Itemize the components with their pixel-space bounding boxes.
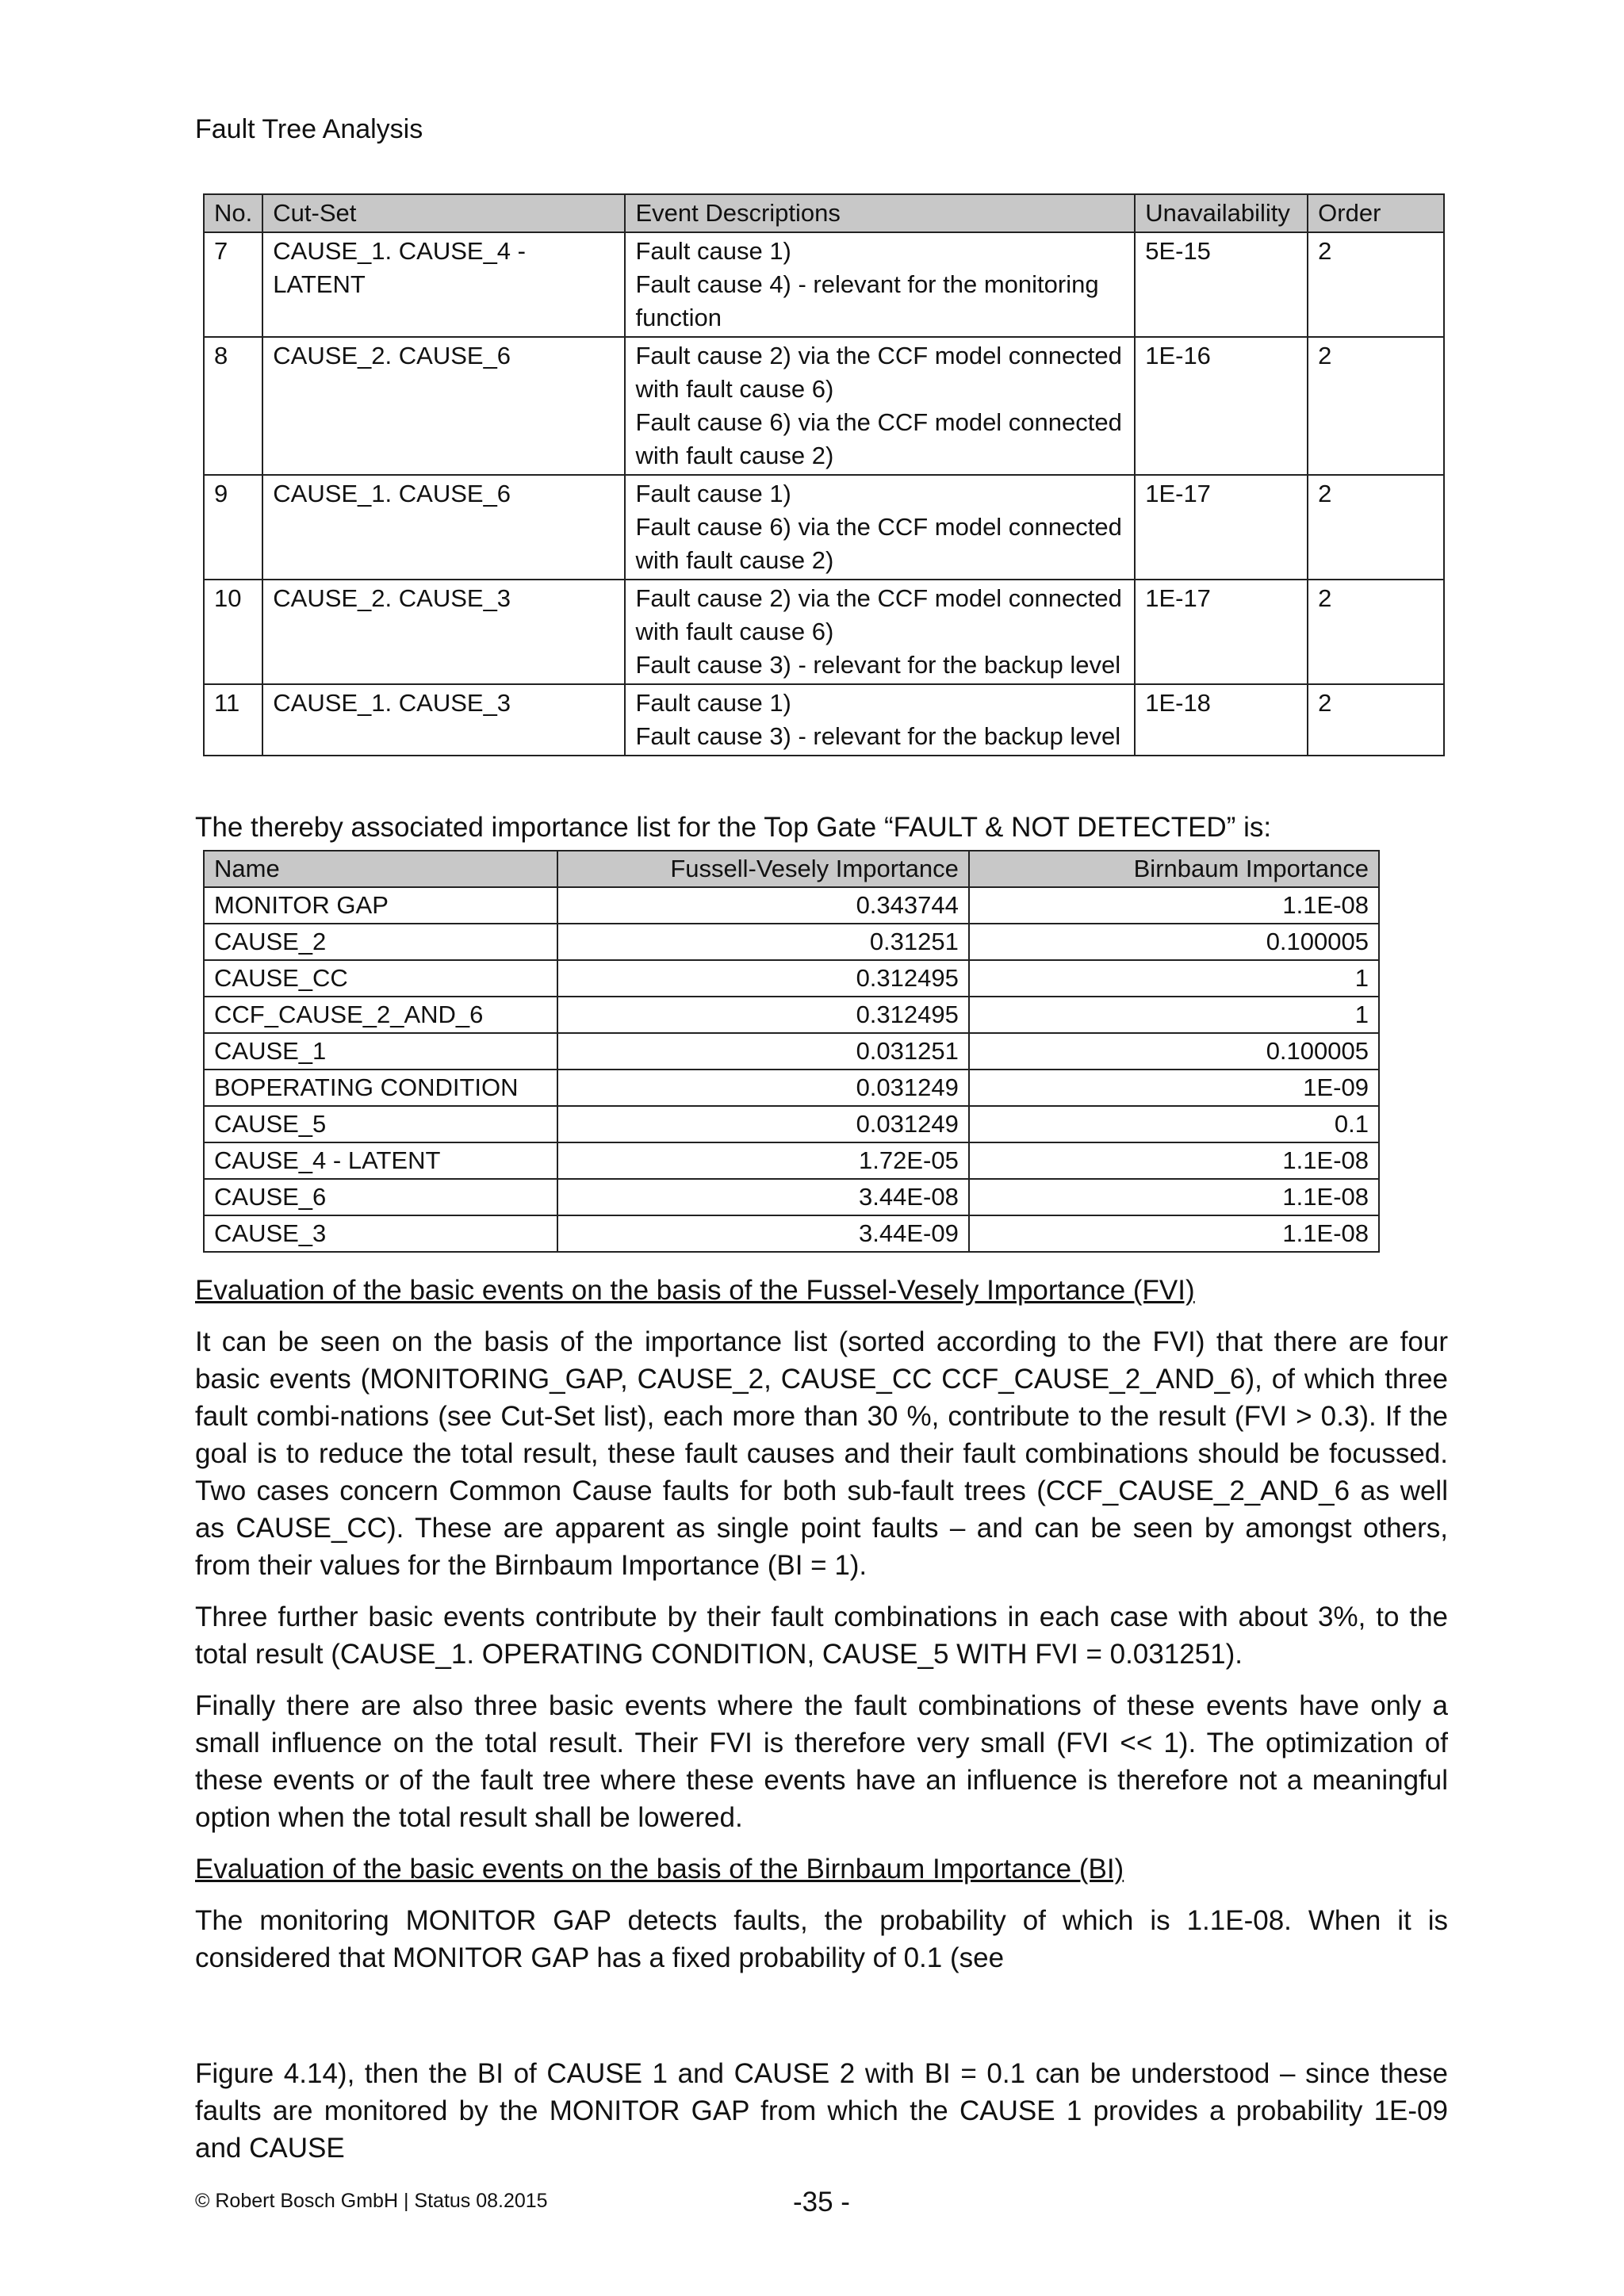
importance-row — [204, 887, 1379, 924]
importance-row — [204, 1070, 1379, 1106]
importance-fvi: 3.44E-09 — [557, 1215, 969, 1252]
col-header-event-descriptions: Event Descriptions — [625, 194, 1135, 232]
cutset-table — [203, 193, 1445, 756]
cutset-unavailability: 1E-17 — [1135, 475, 1308, 580]
importance-fvi: 0.343744 — [557, 887, 969, 924]
importance-row — [204, 1179, 1379, 1215]
importance-name: BOPERATING CONDITION — [204, 1070, 557, 1106]
importance-row — [204, 1033, 1379, 1070]
importance-name: CAUSE_4 - LATENT — [204, 1142, 557, 1179]
cutset-row — [204, 684, 1444, 756]
description-line: Fault cause 3) - relevant for the backup level — [635, 651, 1121, 679]
importance-name: CAUSE_3 — [204, 1215, 557, 1252]
page-number: -35 - — [793, 2187, 850, 2218]
continuation-section — [195, 2055, 1448, 2181]
importance-bi: 1.1E-08 — [969, 1215, 1379, 1252]
cutset-events: CAUSE_2. CAUSE_6 — [262, 337, 625, 475]
cutset-row — [204, 232, 1444, 337]
cutset-events: CAUSE_1. CAUSE_6 — [262, 475, 625, 580]
paragraph-bi-2: Figure 4.14), then the BI of CAUSE 1 and CAUSE 2 with BI = 0.1 can be understood – since these faults are monitored by the MONITOR GAP from which the CAUSE 1 provides a probability 1E-09 and CAUSE — [195, 2058, 1448, 2164]
importance-fvi: 0.312495 — [557, 997, 969, 1033]
importance-row — [204, 1106, 1379, 1142]
col-header-unavailability: Unavailability — [1135, 194, 1308, 232]
description-line: with fault cause 2) — [635, 442, 834, 469]
cutset-row — [204, 580, 1444, 684]
importance-fvi: 3.44E-08 — [557, 1179, 969, 1215]
description-line: with fault cause 2) — [635, 546, 834, 574]
description-line: Fault cause 6) via the CCF model connected — [635, 408, 1122, 436]
cutset-events: CAUSE_1. CAUSE_4 - LATENT — [262, 232, 625, 337]
cutset-order: 2 — [1308, 475, 1444, 580]
description-line: Fault cause 6) via the CCF model connected — [635, 513, 1122, 541]
description-line: Fault cause 1) — [635, 689, 791, 717]
importance-fvi: 0.031251 — [557, 1033, 969, 1070]
cutset-no: 7 — [204, 232, 262, 337]
cutset-unavailability: 1E-18 — [1135, 684, 1308, 756]
importance-fvi: 0.31251 — [557, 924, 969, 960]
importance-name: CAUSE_1 — [204, 1033, 557, 1070]
importance-bi: 1.1E-08 — [969, 887, 1379, 924]
importance-header-row — [204, 851, 1379, 887]
cutset-events: CAUSE_1. CAUSE_3 — [262, 684, 625, 756]
cutset-header-row — [204, 194, 1444, 232]
importance-name: MONITOR GAP — [204, 887, 557, 924]
cutset-order: 2 — [1308, 580, 1444, 684]
cutset-description — [625, 684, 1135, 756]
cutset-row — [204, 337, 1444, 475]
col-header-fvi: Fussell-Vesely Importance — [557, 851, 969, 887]
description-line: Fault cause 1) — [635, 237, 791, 265]
cutset-no: 11 — [204, 684, 262, 756]
footer-copyright: © Robert Bosch GmbH | Status 08.2015 — [195, 2190, 548, 2212]
description-line: with fault cause 6) — [635, 618, 834, 645]
paragraph-fvi-1: It can be seen on the basis of the importance list (sorted according to the FVI) that there are four basic events (MONITORING_GAP, CAUSE_2, CAUSE_CC CCF_CAUSE_2_AND_6), of which three fault combi-nations (see Cut-Set list), each more than 30 %, contribute to the result (FVI > 0.3). If the goal is to reduce the total result, these fault causes and their fault combinations should be focussed. Two cases concern Common Cause faults for both sub-fault trees (CCF_CAUSE_2_AND_6 as well as CAUSE_CC). These are apparent as single point faults – and can be seen by amongst others, from their values for the Birnbaum Importance (BI = 1). — [195, 1326, 1448, 1581]
importance-bi: 1E-09 — [969, 1070, 1379, 1106]
importance-intro: The thereby associated importance list for the Top Gate “FAULT & NOT DETECTED” is: — [195, 812, 1272, 843]
cutset-description — [625, 580, 1135, 684]
description-line: Fault cause 2) via the CCF model connected — [635, 584, 1122, 612]
cutset-no: 9 — [204, 475, 262, 580]
importance-row — [204, 1142, 1379, 1179]
importance-fvi: 1.72E-05 — [557, 1142, 969, 1179]
importance-bi: 1.1E-08 — [969, 1142, 1379, 1179]
importance-name: CCF_CAUSE_2_AND_6 — [204, 997, 557, 1033]
description-line: function — [635, 304, 722, 331]
cutset-order: 2 — [1308, 684, 1444, 756]
cutset-row — [204, 475, 1444, 580]
importance-row — [204, 1215, 1379, 1252]
cutset-no: 10 — [204, 580, 262, 684]
paragraph-fvi-2: Three further basic events contribute by their fault combinations in each case with about 3%, to the total result (CAUSE_1. OPERATING CONDITION, CAUSE_5 WITH FVI = 0.031251). — [195, 1601, 1448, 1670]
col-header-cutset: Cut-Set — [262, 194, 625, 232]
importance-name: CAUSE_2 — [204, 924, 557, 960]
col-header-no: No. — [204, 194, 262, 232]
importance-bi: 0.100005 — [969, 1033, 1379, 1070]
importance-row — [204, 960, 1379, 997]
cutset-order: 2 — [1308, 337, 1444, 475]
cutset-unavailability: 5E-15 — [1135, 232, 1308, 337]
importance-name: CAUSE_6 — [204, 1179, 557, 1215]
importance-fvi: 0.312495 — [557, 960, 969, 997]
cutset-description — [625, 337, 1135, 475]
cutset-description — [625, 475, 1135, 580]
importance-bi: 1.1E-08 — [969, 1179, 1379, 1215]
importance-fvi: 0.031249 — [557, 1070, 969, 1106]
cutset-description — [625, 232, 1135, 337]
importance-row — [204, 997, 1379, 1033]
cutset-unavailability: 1E-16 — [1135, 337, 1308, 475]
importance-bi: 1 — [969, 997, 1379, 1033]
description-line: Fault cause 2) via the CCF model connected — [635, 342, 1122, 369]
description-line: with fault cause 6) — [635, 375, 834, 403]
description-line: Fault cause 3) - relevant for the backup level — [635, 722, 1121, 750]
importance-bi: 0.1 — [969, 1106, 1379, 1142]
col-header-name: Name — [204, 851, 557, 887]
importance-name: CAUSE_CC — [204, 960, 557, 997]
page-header-title: Fault Tree Analysis — [195, 114, 423, 144]
evaluation-section — [195, 1272, 1448, 1991]
importance-name: CAUSE_5 — [204, 1106, 557, 1142]
paragraph-fvi-3: Finally there are also three basic events where the fault combinations of these events have only a small influence on the total result. Their FVI is therefore very small (FVI << 1). The optimization of these events or of the fault tree where these events have an influence is therefore not a meaningful option when the total result shall be lowered. — [195, 1690, 1448, 1833]
description-line: Fault cause 4) - relevant for the monitoring — [635, 270, 1099, 298]
col-header-order: Order — [1308, 194, 1444, 232]
col-header-bi: Birnbaum Importance — [969, 851, 1379, 887]
cutset-events: CAUSE_2. CAUSE_3 — [262, 580, 625, 684]
paragraph-bi-1: The monitoring MONITOR GAP detects faults, the probability of which is 1.1E-08. When it is considered that MONITOR GAP has a fixed probability of 0.1 (see — [195, 1905, 1448, 1973]
cutset-unavailability: 1E-17 — [1135, 580, 1308, 684]
importance-bi: 0.100005 — [969, 924, 1379, 960]
heading-bi: Evaluation of the basic events on the basis of the Birnbaum Importance (BI) — [195, 1854, 1124, 1885]
cutset-order: 2 — [1308, 232, 1444, 337]
importance-bi: 1 — [969, 960, 1379, 997]
importance-fvi: 0.031249 — [557, 1106, 969, 1142]
description-line: Fault cause 1) — [635, 480, 791, 507]
importance-table — [203, 850, 1380, 1253]
heading-fvi: Evaluation of the basic events on the basis of the Fussel-Vesely Importance (FVI) — [195, 1275, 1195, 1306]
importance-row — [204, 924, 1379, 960]
cutset-no: 8 — [204, 337, 262, 475]
